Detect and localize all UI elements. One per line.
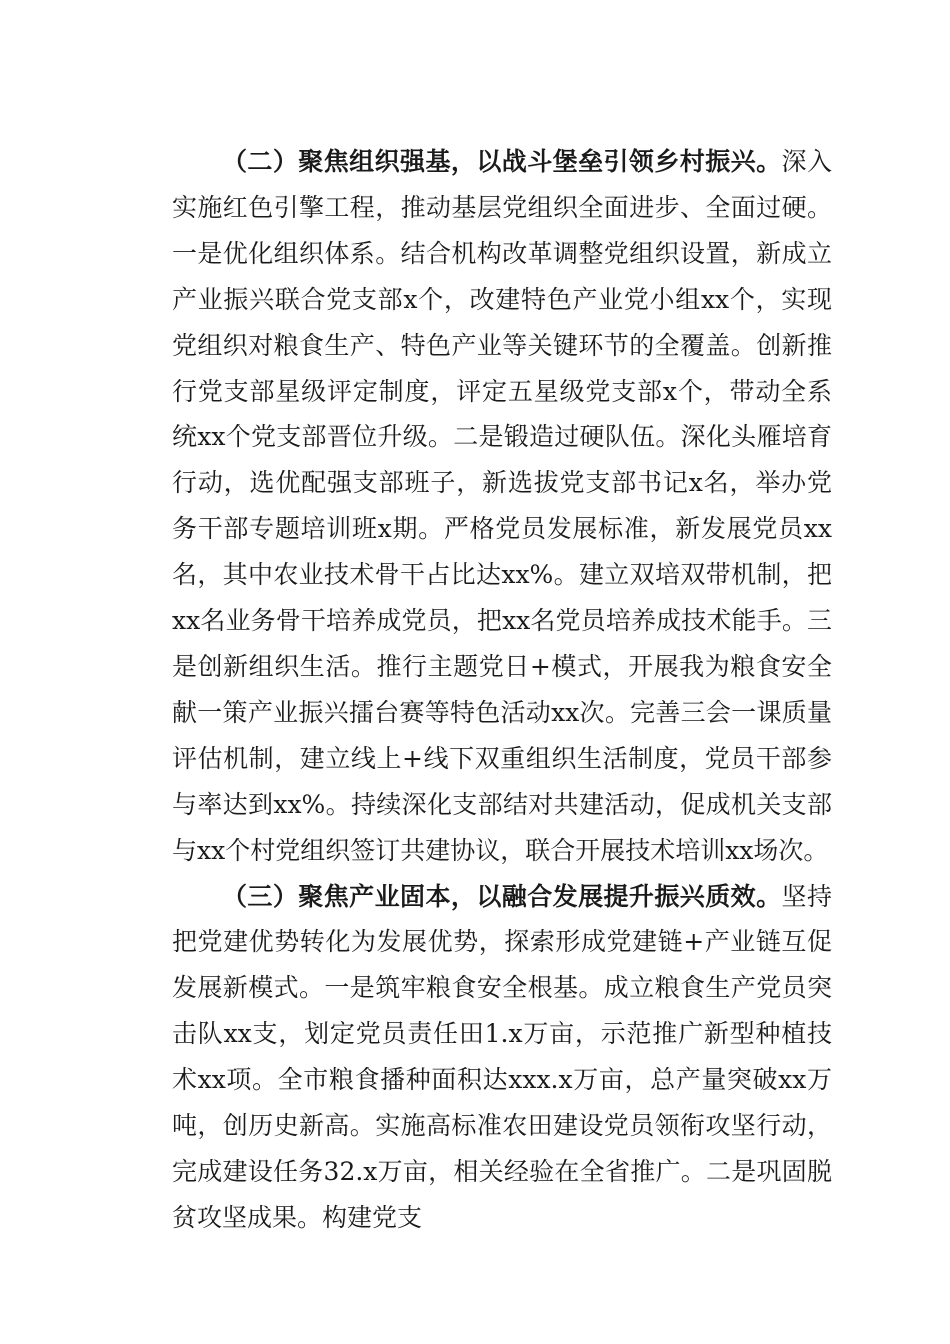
paragraph-text: 深入实施红色引擎工程，推动基层党组织全面进步、全面过硬。一是优化组织体系。结合机构改革调整党组织设置，新成立产业振兴联合党支部x个，改建特色产业党小组xx个，实现党组织对粮食生产、特色产业等关键环节的全覆盖。创新推行党支部星级评定制度，评定五星级党支部x个，带动全系统xx个党支部晋位升级。二是锻造过硬队伍。深化头雁培育行动，选优配强支部班子，新选拔党支部书记x名，举办党务干部专题培训班x期。严格党员发展标准，新发展党员xx名，其中农业技术骨干占比达xx%。建立双培双带机制，把xx名业务骨干培养成党员，把xx名党员培养成技术能手。三是创新组织生活。推行主题党日+模式，开展我为粮食安全献一策产业振兴擂台赛等特色活动xx次。完善三会一课质量评估机制，建立线上+线下双重组织生活制度，党员干部参与率达到xx%。持续深化支部结对共建活动，促成机关支部与xx个村党组织签订共建协议，联合开展技术培训xx场次。 — [172, 147, 832, 865]
paragraph-text: 坚持把党建优势转化为发展优势，探索形成党建链+产业链互促发展新模式。一是筑牢粮食安全根基。成立粮食生产党员突击队xx支，划定党员责任田1.x万亩，示范推广新型种植技术xx项。全市粮食播种面积达xxx.x万亩，总产量突破xx万吨，创历史新高。实施高标准农田建设党员领衔攻坚行动，完成建设任务32.x万亩，相关经验在全省推广。二是巩固脱贫攻坚成果。构建党支 — [172, 881, 832, 1232]
paragraph-organization — [172, 139, 832, 874]
paragraph-heading: （三）聚焦产业固本，以融合发展提升振兴质效。 — [222, 881, 782, 911]
document-body — [172, 139, 832, 1241]
paragraph-industry — [172, 874, 832, 1241]
paragraph-heading: （二）聚焦组织强基，以战斗堡垒引领乡村振兴。 — [222, 147, 782, 176]
